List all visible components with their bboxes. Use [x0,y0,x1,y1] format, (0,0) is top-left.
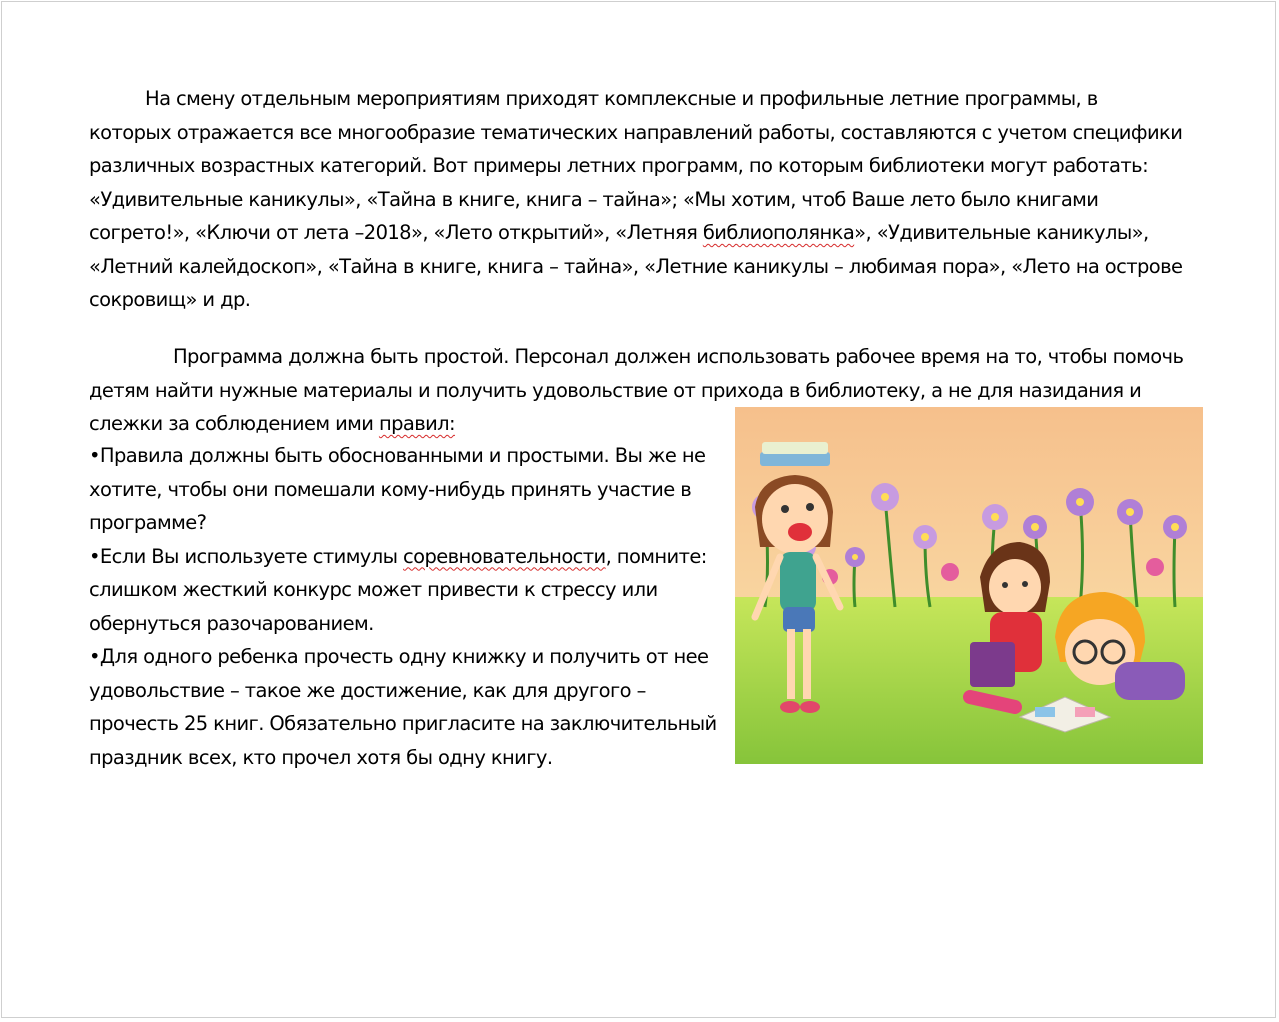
misspelled-word[interactable]: соревновательности [403,544,606,568]
paragraph-summer-programs [89,82,1184,317]
list-item [89,540,729,641]
misspelled-word[interactable]: библиополянка [702,221,855,244]
paragraph-indent [89,87,145,110]
list-item: •Правила должны быть обоснованными и простыми. Вы же не хотите, чтобы они помешали кому-нибудь принять участие в программе? [89,444,706,534]
document-page [1,1,1276,1018]
paragraph-indent [89,345,173,368]
list-item: •Для одного ребенка прочесть одну книжку и получить от нее удовольствие – такое же достижение, как для другого – прочесть 25 книг. Обязательно пригласите на заключительный праздник всех, кто прочел хотя бы одну книгу. [89,645,717,769]
rules-list [89,439,729,774]
misspelled-word[interactable]: правил: [378,412,456,435]
children-reading-illustration [735,407,1203,764]
paragraph-text: На смену отдельным мероприятиям приходят комплексные и профильные летние программы, в которых отражается все многообразие тематических направлений работы, составляются с учетом специфики различных возрастных категорий. Вот примеры летних программ, по которым библиотеки могут работать: «Удивительные каникулы», «Тайна в книге, книга – тайна»; «Мы хотим, чтоб Ваше лето было книгами согрето!», «Ключи от лета –2018», «Лето открытий», «Летняя [89,87,1183,244]
list-item-text-end: , помните: слишком жесткий конкурс может привести к стрессу или обернуться разочарованием. [89,544,707,635]
list-item-text: •Если Вы используете стимулы [89,544,404,568]
paragraph-text-end: », «Удивительные каникулы», «Летний калейдоскоп», «Тайна в книге, книга – тайна», «Летние каникулы – любимая пора», «Лето на острове сокровищ» и др. [89,221,1183,311]
paragraph-text: Программа должна быть простой. Персонал должен использовать рабочее время на то, чтобы помочь детям найти нужные материалы и получить удовольствие от прихода в библиотеку, а не для назидания и слежки за соблюдением ими [89,345,1184,435]
